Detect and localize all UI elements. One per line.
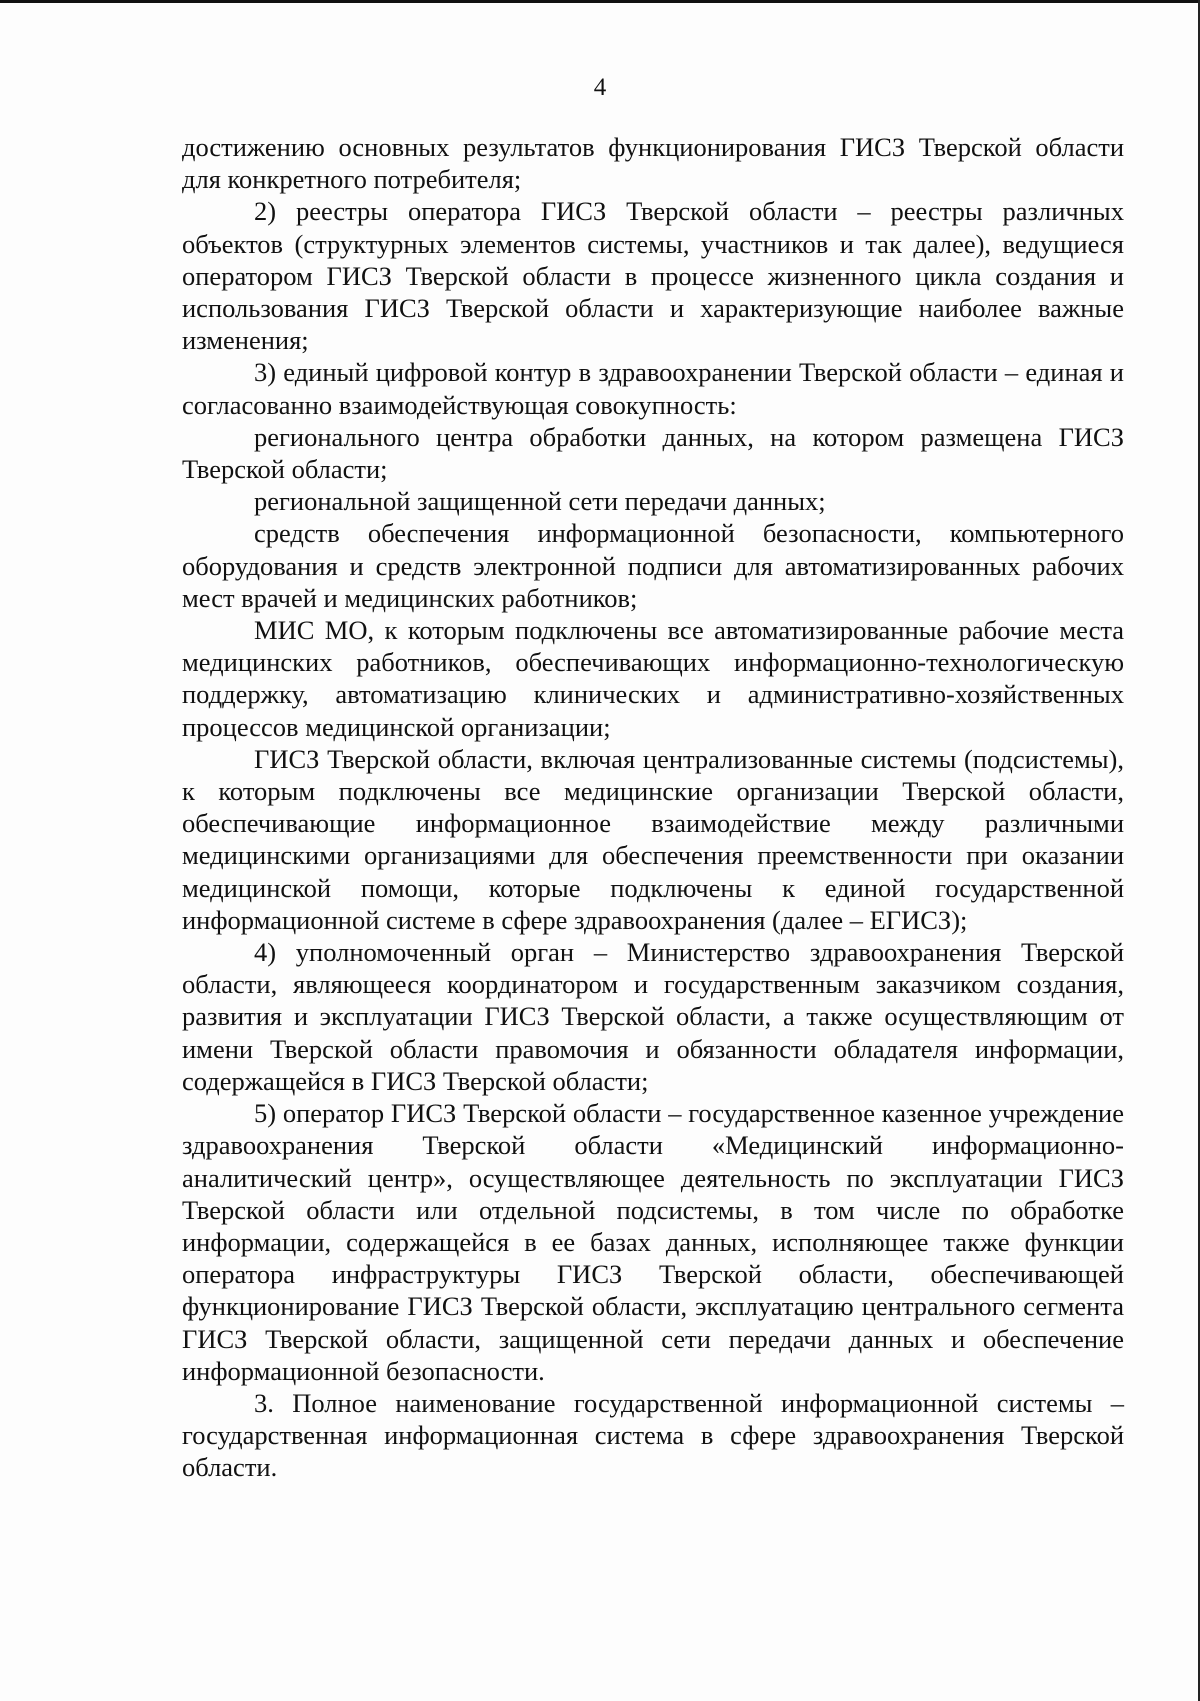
page-number: 4 bbox=[593, 74, 607, 101]
paragraph-security-means: средств обеспечения информационной безопасности, компьютерного оборудования и средств электронной подписи для автоматизированных рабочих мест врачей и медицинских работников; bbox=[182, 518, 1124, 613]
paragraph-section-3: 3. Полное наименование государственной информационной системы – государственная информационная система в сфере здравоохранения Тверской области. bbox=[182, 1387, 1124, 1483]
paragraph-item-2: 2) реестры оператора ГИСЗ Тверской области – реестры различных объектов (структурных элементов системы, участников и так далее), ведущиеся оператором ГИСЗ Тверской области в процессе жизненного цикла создания и использования ГИСЗ Тверской области и характеризующие наиболее важные изменения; bbox=[182, 196, 1124, 356]
scan-top-edge bbox=[0, 0, 1200, 3]
paragraph-continuation: достижению основных результатов функционирования ГИСЗ Тверской области для конкретного потребителя; bbox=[182, 132, 1124, 195]
paragraph-item-4: 4) уполномоченный орган – Министерство здравоохранения Тверской области, являющееся координатором и государственным заказчиком создания, развития и эксплуатации ГИСЗ Тверской области, а также осуществляющим от имени Тверской области правомочия и обязанности обладателя информации, содержащейся в ГИСЗ Тверской области; bbox=[182, 937, 1124, 1096]
paragraph-network: региональной защищенной сети передачи данных; bbox=[254, 486, 826, 517]
paragraph-gisz: ГИСЗ Тверской области, включая централизованные системы (подсистемы), к которым подключены все медицинские организации Тверской области, обеспечивающие информационное взаимодействие между различными медицинскими организациями для обеспечения преемственности при оказании медицинской помощи, которые подключены к единой государственной информационной системе в сфере здравоохранения (далее – ЕГИСЗ); bbox=[182, 743, 1124, 935]
paragraph-mis-mo: МИС МО, к которым подключены все автоматизированные рабочие места медицинских работников, обеспечивающих информационно-технологическую поддержку, автоматизацию клинических и административно-хозяйственных процессов медицинской организации; bbox=[182, 615, 1124, 742]
paragraph-data-center: регионального центра обработки данных, на котором размещена ГИСЗ Тверской области; bbox=[182, 421, 1124, 485]
paragraph-item-3: 3) единый цифровой контур в здравоохранении Тверской области – единая и согласованно взаимодействующая совокупность: bbox=[182, 357, 1124, 420]
paragraph-item-5: 5) оператор ГИСЗ Тверской области – государственное казенное учреждение здравоохранения Тверской области «Медицинский информационно-аналитический центр», осуществляющее деятельность по эксплуатации ГИСЗ Тверской области или отдельной подсистемы, в том числе по обработке информации, содержащейся в ее базах данных, исполняющее также функции оператора инфраструктуры ГИСЗ Тверской области, обеспечивающей функционирование ГИСЗ Тверской области, эксплуатацию центрального сегмента ГИСЗ Тверской области, защищенной сети передачи данных и обеспечение информационной безопасности. bbox=[182, 1098, 1124, 1386]
document-body bbox=[182, 131, 1124, 1484]
